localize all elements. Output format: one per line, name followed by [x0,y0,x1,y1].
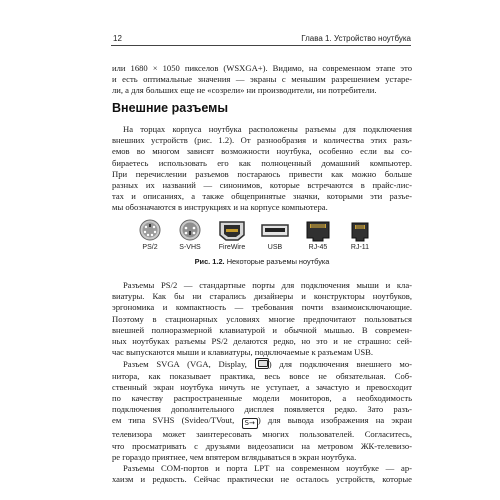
port-rj45 [298,218,338,258]
text-line: что просматривать с друзьями видеозаписи на метровом ЖК-телевизо- [112,440,412,451]
rj45-port-icon [298,218,338,242]
usb-port-icon [255,218,295,242]
text-line: ственный экран ноутбука ничуть не уступает, а зачастую и превосходит [112,381,412,392]
port-rj11 [340,218,380,258]
port-label: RJ-11 [350,244,370,251]
text-line: ли, а для больших еще не «созрели» ни производители, ни потребители. [112,85,377,96]
text-line: нитора, как показывает практика, весь вовсе не обязательная. Соб- [112,370,412,381]
firewire-port-icon [212,218,252,242]
text-line: ных ноутбуках разъемы PS/2 делаются редко, но это и не страшно: сей- [112,336,412,347]
port-label: S-VHS [179,244,201,251]
text-line: тах и описаниях, а также общепринятые значки, которыми эти разъе- [112,191,412,202]
figure-caption [112,257,412,266]
text-line: телевизора может заинтересовать многих пользователей. Согласитесь, [112,429,412,440]
text-line [112,358,412,370]
port-label: FireWire [218,244,246,251]
text-line: разных их названий — синонимов, которые встречаются в прайс-лис- [112,180,412,191]
text-line: час выпускаются мыши и клавиатуры, подключаемые к разъемам USB. [112,347,374,358]
text-line: внешней полноразмерной клавиатурой и обычной мышью. В современ- [112,324,412,335]
text-line: и есть оптимальные значения — экраны с меньшим разрешением устаре- [112,74,412,85]
section-intro-paragraph [112,124,412,214]
text-line: Поэтому в стационарных условиях многие предпочитают пользоваться [112,313,412,324]
caption-number: Рис. 1.2. [194,257,225,266]
text-line: виатуры. Как бы ни старались дизайнеры и конструкторы ноутбуков, [112,291,412,302]
port-label: RJ-45 [308,244,328,251]
text-line: Разъемы PS/2 — стандартные порты для подключения мыши и кла- [123,280,412,290]
port-ps2 [130,218,170,258]
port-label: USB [267,244,283,251]
port-label: PS/2 [142,244,158,251]
rj11-port-icon [340,218,380,242]
text-line: На торцах корпуса ноутбука расположены разъемы для подключения [123,124,412,134]
port-firewire [212,218,252,258]
text-fragment: ем типа SVHS (Svideo/TVout, [112,415,235,426]
text-line: Разъемы COM-портов и порта LPT на современном ноутбуке — ар- [123,463,412,474]
chapter-title: Глава 1. Устройство ноутбука [301,34,411,43]
text-fragment: Разъем SVGA (VGA, Display, [123,359,247,370]
text-line: бираетесь использовать его как полноценный домашний компьютер. [112,157,412,168]
svideo-icon: S→ [242,418,258,429]
intro-paragraph [112,63,412,97]
page-number: 12 [113,34,122,43]
svhs-port-icon [170,218,210,242]
figure-ports [130,218,380,258]
section-heading: Внешние разъемы [112,101,229,115]
port-svhs [170,218,210,258]
text-line: или 1680 × 1050 пикселов (WSXGA+). Видимо, на современном этапе это [112,63,412,73]
text-line: При перечислении разъемов постараюсь привести как можно больше [112,168,412,179]
text-line: емов во многом зависят возможности ноутбука, особенно если вы со- [112,146,412,157]
text-line: ре гораздо приятнее, чем впятером вглядываться в экран ноутбука. [112,451,357,462]
text-fragment: ) для подключения внешнего мо- [268,359,413,370]
text-line: подключения дополнительного дисплея появляется редко. Зато разъ- [112,404,412,415]
text-line: хаизм и редкость. Сейчас практически не осталось устройств, которые [112,474,412,485]
port-usb [255,218,295,258]
text-line [112,415,412,429]
text-line: эргономика и компактность — требования почти взаимоисключающие. [112,302,412,313]
text-line: внешних устройств (рис. 1.2). От разнообразия и количества этих разъ- [112,135,412,146]
text-line: по качеству распространенные модели мониторов, а необходимость [112,393,412,404]
display-icon [255,358,269,369]
body-text [112,280,412,485]
caption-text: Некоторые разъемы ноутбука [226,257,330,266]
running-header [111,30,411,46]
ps2-port-icon [130,218,170,242]
header-divider [111,45,411,46]
text-fragment: ) для вывода изображения на экран [257,415,412,426]
text-line: мы обозначаются в инструкциях и на корпусе компьютера. [112,202,328,213]
